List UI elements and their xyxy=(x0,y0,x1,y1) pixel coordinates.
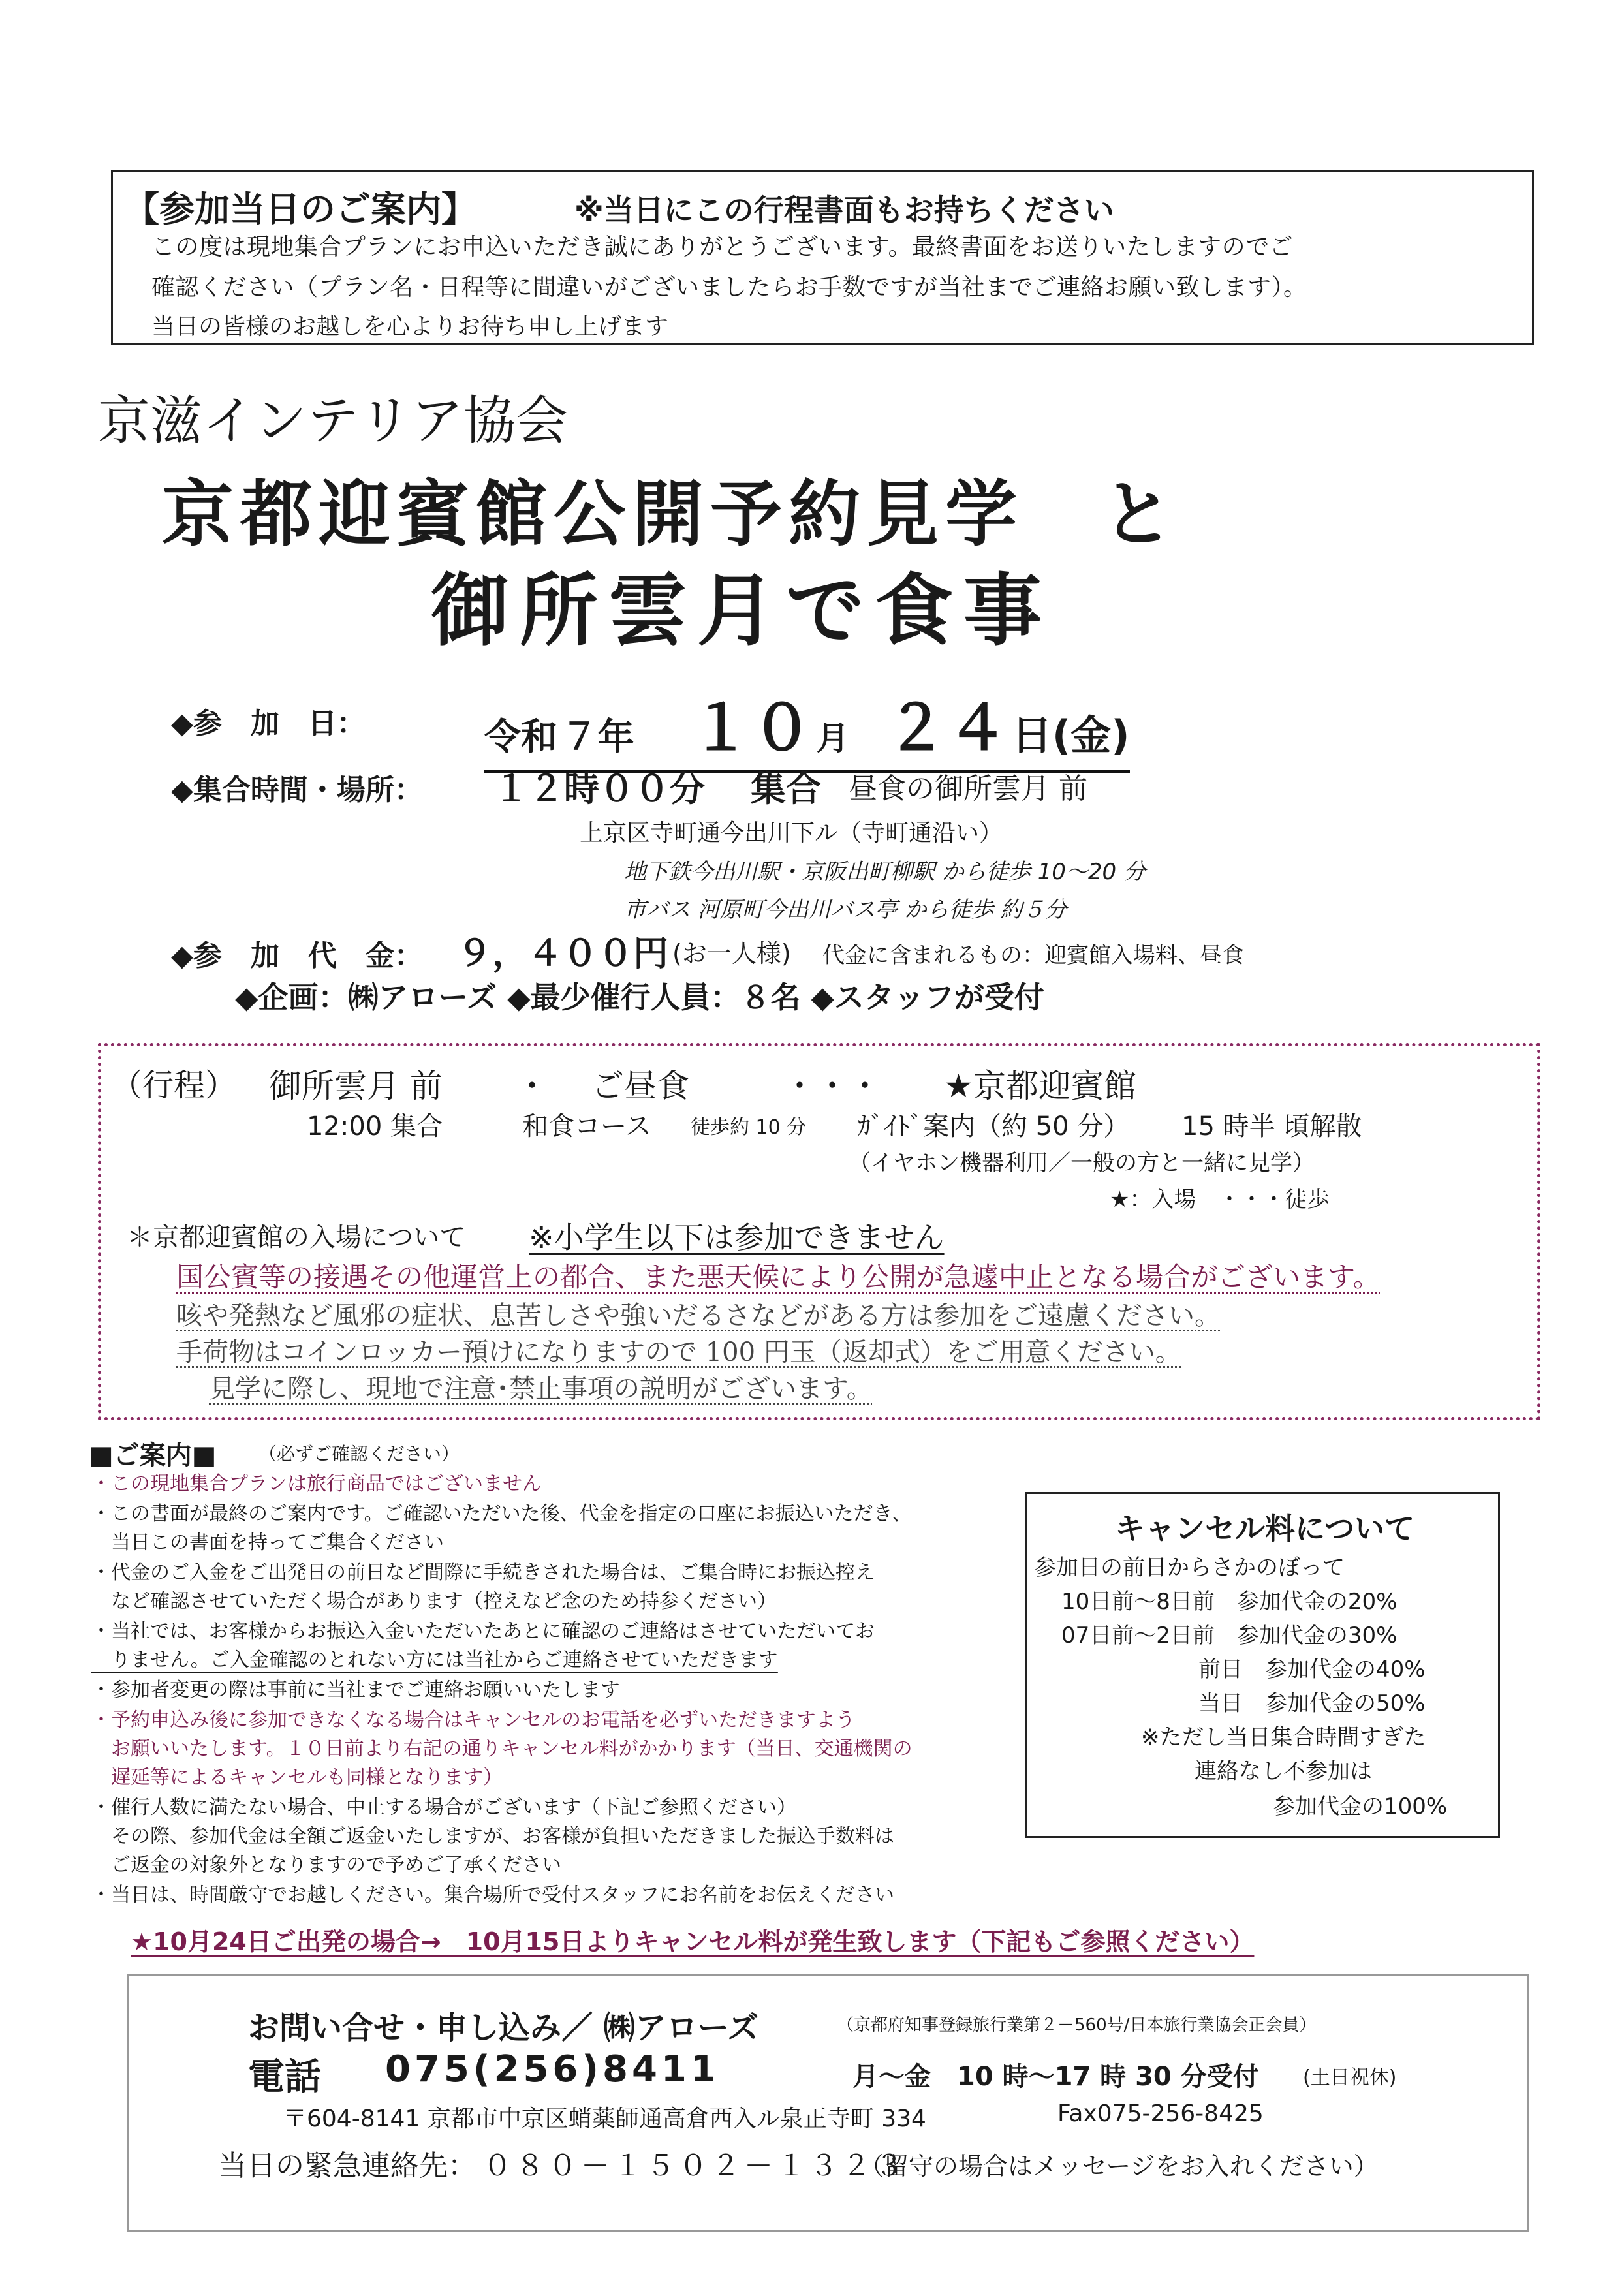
itinerary-note-4: 見学に際し、現地で注意･禁止事項の説明がございます。 xyxy=(209,1374,873,1404)
meeting-time: １２時００分 xyxy=(493,768,705,809)
guide-item-13: ご返金の対象外となりますので予めご了承ください xyxy=(91,1854,561,1876)
guide-item-3: ・代金のご入金をご出発日の前日など間際に手続きされた場合は、ご集合時にお振込控え xyxy=(91,1561,875,1584)
date-year: ７年 xyxy=(561,716,634,758)
itinerary-walk: 徒歩約 10 分 xyxy=(691,1116,807,1139)
fee-included: 代金に含まれるもの：迎賓館入場料、昼食 xyxy=(822,942,1244,969)
contact-label: お問い合せ・申し込み／ ㈱アローズ xyxy=(248,2010,759,2046)
guide-item-0: ・この現地集合プランは旅行商品ではございません xyxy=(91,1472,542,1495)
contact-tel-label: 電話 xyxy=(248,2056,321,2098)
planner-line: ◆企画：㈱アローズ ◆最少催行人員：８名 ◆スタッフが受付 xyxy=(235,980,1044,1015)
itinerary-stop-1: 御所雲月 前 xyxy=(269,1067,443,1105)
guide-item-7: ・参加者変更の際は事前に当社までご連絡お願いいたします xyxy=(91,1679,620,1702)
departure-note: ★10月24日ご出発の場合→ 10月15日よりキャンセル料が発生致します（下記もご参照ください） xyxy=(131,1927,1255,1956)
meeting-access-1: 地下鉄今出川駅・京阪出町柳駅 から徒歩 10～20 分 xyxy=(624,859,1146,885)
guide-item-4: など確認させていただく場合があります（控えなど念のため持参ください） xyxy=(91,1590,777,1613)
cancel-title: キャンセル料について xyxy=(1115,1511,1415,1546)
cancel-note-3: 参加代金の100% xyxy=(1273,1794,1448,1820)
cancel-note-1: ※ただし当日集合時間すぎた xyxy=(1141,1724,1426,1750)
guide-item-8: ・予約申込み後に参加できなくなる場合はキャンセルのお電話を必ずいただきますよう xyxy=(91,1709,855,1732)
contact-hours-note: (土日祝休) xyxy=(1303,2066,1397,2089)
date-day-unit: 日(金) xyxy=(1011,711,1130,759)
itinerary-stop-3: ★京都迎賓館 xyxy=(944,1067,1136,1105)
notice-note: ※当日にこの行程書面もお持ちください xyxy=(574,193,1114,228)
admission-note: ※小学生以下は参加できません xyxy=(529,1220,945,1255)
emergency-note: （留守の場合はメッセージをお入れください） xyxy=(859,2152,1379,2181)
admission-label: ＊京都迎賓館の入場について xyxy=(127,1222,466,1252)
cancel-row-2: 前日 参加代金の40% xyxy=(1198,1657,1426,1683)
itinerary-note-2: 咳や発熱など風邪の症状、息苦しさや強いだるさなどがある方は参加をご遠慮ください。 xyxy=(176,1301,1221,1331)
guide-item-12: その際、参加代金は全額ご返金いたしますが、お客様が負担いただきました振込手数料は xyxy=(91,1825,894,1848)
guide-title: ■ご案内■ xyxy=(89,1440,217,1470)
fee-label: ◆参 加 代 金： xyxy=(171,939,423,972)
date-day-num: ２４ xyxy=(885,693,1008,764)
cancel-note-2: 連絡なし不参加は xyxy=(1195,1758,1372,1784)
contact-address: 〒604-8141 京都市中京区蛸薬師通高倉西入ル泉正寺町 334 xyxy=(283,2106,926,2132)
meeting-address: 上京区寺町通今出川下ル（寺町通沿い） xyxy=(580,820,1003,847)
itinerary-time-4: 15 時半 頃解散 xyxy=(1181,1112,1362,1142)
fee-amount: ９，４００円 xyxy=(457,933,668,974)
guide-item-2: 当日この書面を持ってご集合ください xyxy=(91,1531,444,1554)
itinerary-earphone: （イヤホン機器利用／一般の方と一緒に見学） xyxy=(849,1150,1315,1176)
cancel-row-0: 10日前～8日前 参加代金の20% xyxy=(1061,1589,1398,1615)
itinerary-ellipsis: ・・・ xyxy=(783,1067,881,1105)
itinerary-time-2: 和食コース xyxy=(522,1112,651,1142)
guide-item-11: ・催行人数に満たない場合、中止する場合がございます（下記ご参照ください） xyxy=(91,1796,796,1819)
itinerary-note-3: 手荷物はコインロッカー預けになりますので 100 円玉（返却式）をご用意ください。 xyxy=(176,1337,1181,1367)
meeting-label: ◆集合時間・場所： xyxy=(171,773,423,807)
itinerary-dot: ・ xyxy=(516,1067,548,1105)
date-month-num: １０ xyxy=(690,693,813,764)
page-title-line-2: 御所雲月で食事 xyxy=(431,565,1052,657)
notice-line-3: 当日の皆様のお越しを心よりお待ち申し上げます xyxy=(151,313,669,340)
date-era: 令和 xyxy=(484,716,557,758)
guide-item-5: ・当社では、お客様からお振込入金いただいたあとに確認のご連絡はさせていただいてお xyxy=(91,1620,875,1643)
itinerary-stop-2: ご昼食 xyxy=(591,1067,689,1105)
itinerary-time-3: ｶﾞｲﾄﾞ案内（約 50 分） xyxy=(858,1112,1130,1142)
contact-reg: （京都府知事登録旅行業第２－560号/日本旅行業協会正会員） xyxy=(837,2015,1317,2035)
date-label: ◆参 加 日： xyxy=(171,707,366,740)
page-title-line-1: 京都迎賓館公開予約見学 と xyxy=(162,472,1180,556)
date-month-unit: 月 xyxy=(816,719,849,757)
guide-sub: （必ずご確認ください） xyxy=(258,1443,460,1465)
itinerary-note-1: 国公賓等の接遇その他運営上の都合、また悪天候により公開が急遽中止となる場合がございます。 xyxy=(176,1261,1381,1293)
itinerary-label: （行程） xyxy=(111,1067,237,1104)
contact-fax: Fax075-256-8425 xyxy=(1057,2100,1264,2127)
cancel-intro: 参加日の前日からさかのぼって xyxy=(1034,1555,1345,1581)
itinerary-time-1: 12:00 集合 xyxy=(307,1112,443,1142)
emergency-number: ０８０－１５０２－１３２３ xyxy=(483,2149,907,2183)
emergency-label: 当日の緊急連絡先： xyxy=(218,2149,476,2183)
date-value xyxy=(484,679,1130,773)
guide-item-6: りません。ご入金確認のとれない方には当社からご連絡させていただきます xyxy=(91,1649,778,1672)
contact-tel: 075(256)8411 xyxy=(385,2048,720,2091)
cancel-row-1: 07日前～2日前 参加代金の30% xyxy=(1061,1623,1398,1649)
notice-title: 【参加当日のご案内】 xyxy=(124,189,476,230)
itinerary-legend: ★：入場 ・・・徒歩 xyxy=(1110,1187,1330,1213)
guide-item-14: ・当日は、時間厳守でお越しください。集合場所で受付スタッフにお名前をお伝えください xyxy=(91,1884,894,1906)
guide-item-9: お願いいたします。１０日前より右記の通りキャンセル料がかかります（当日、交通機関の xyxy=(91,1737,913,1760)
meeting-gather: 集合 xyxy=(751,768,821,809)
meeting-place: 昼食の御所雲月 前 xyxy=(849,772,1087,805)
cancel-row-3: 当日 参加代金の50% xyxy=(1198,1690,1426,1717)
notice-line-2: 確認ください（プラン名・日程等に間違いがございましたらお手数ですが当社までご連絡お願い致します）。 xyxy=(151,274,1307,301)
contact-hours: 月～金 10 時～17 時 30 分受付 xyxy=(852,2062,1259,2092)
guide-item-10: 遅延等によるキャンセルも同様となります） xyxy=(91,1766,503,1789)
meeting-access-2: 市バス 河原町今出川バス亭 から徒歩 約５分 xyxy=(624,897,1067,923)
guide-item-1: ・この書面が最終のご案内です。ご確認いただいた後、代金を指定の口座にお振込いただき、 xyxy=(91,1502,912,1525)
organizer: 京滋インテリア協会 xyxy=(98,390,568,451)
fee-per: (お一人様) xyxy=(672,939,791,968)
notice-line-1: この度は現地集合プランにお申込いただき誠にありがとうございます。最終書面をお送りいたしますのでご xyxy=(151,234,1294,260)
